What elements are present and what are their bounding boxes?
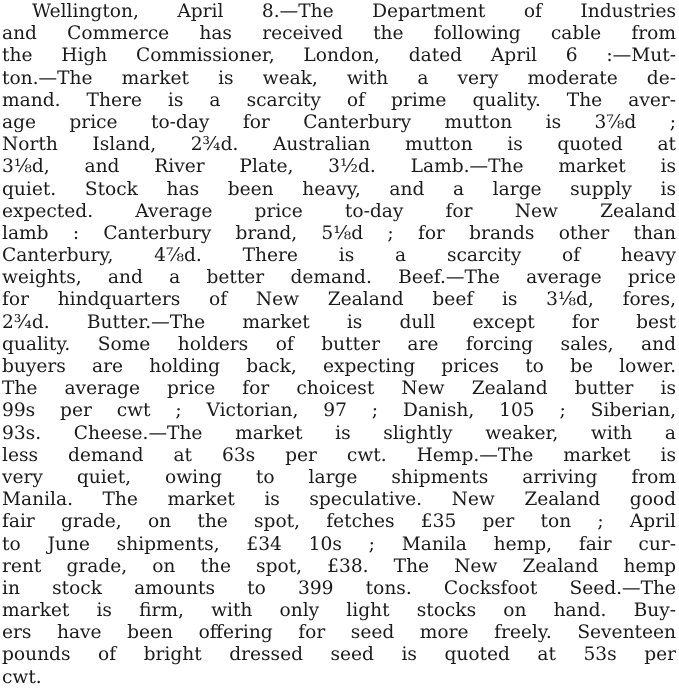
article-line-15: 2¾d. Butter.—The market is dull except for best <box>2 311 676 333</box>
article-line-7: North Island, 2¾d. Australian mutton is quoted at <box>2 134 676 156</box>
article-line-25: to June shipments, £34 10s ; Manila hemp, fair cur- <box>2 533 676 555</box>
article-line-17: buyers are holding back, expecting prices to be lower. <box>2 356 676 377</box>
article-line-10: expected. Average price to-day for New Zealand <box>2 200 676 222</box>
article-line-19: 99s per cwt ; Victorian, 97 ; Danish, 105 ; Siberian, <box>2 400 676 422</box>
article-line-8: 3⅛d, and River Plate, 3½d. Lamb.—The market is <box>2 156 676 178</box>
article-line-27: in stock amounts to 399 tons. Cocksfoot Seed.—The <box>2 577 676 599</box>
article-line-13: weights, and a better demand. Beef.—The average price <box>2 267 676 289</box>
article-line-12: Canterbury, 4⅞d. There is a scarcity of heavy <box>2 245 676 267</box>
article-line-20: 93s. Cheese.—The market is slightly weaker, with a <box>2 422 676 444</box>
article-line-23: Manila. The market is speculative. New Zealand good <box>2 489 676 511</box>
article-line-3: the High Commissioner, London, dated April 6 :—Mut- <box>2 45 676 67</box>
article-line-1 <box>2 1 676 23</box>
article-line-22: very quiet, owing to large shipments arriving from <box>2 466 676 488</box>
article-line-1-text: Wellington, April 8.—The Department of Industries <box>32 1 676 22</box>
article-line-16: quality. Some holders of butter are forcing sales, and <box>2 333 676 355</box>
article-line-29: ers have been offering for seed more freely. Seventeen <box>2 622 676 644</box>
article-line-2: and Commerce has received the following cable from <box>2 23 676 45</box>
article-line-6: age price to-day for Canterbury mutton is 3⅞d ; <box>2 111 676 133</box>
article-line-4: ton.—The market is weak, with a very moderate de- <box>2 67 676 89</box>
article-line-14: for hindquarters of New Zealand beef is 3⅛d, fores, <box>2 289 676 311</box>
article-line-5: mand. There is a scarcity of prime quality. The aver- <box>2 89 676 111</box>
article-line-9: quiet. Stock has been heavy, and a large supply is <box>2 178 676 200</box>
article-line-30: pounds of bright dressed seed is quoted at 53s per <box>2 644 676 666</box>
article-line-28: market is firm, with only light stocks on hand. Buy- <box>2 600 676 622</box>
article-line-21: less demand at 63s per cwt. Hemp.—The market is <box>2 444 676 466</box>
article-line-24: fair grade, on the spot, fetches £35 per ton ; April <box>2 511 676 533</box>
article-line-31: cwt. <box>2 666 42 688</box>
article-line-26: rent grade, on the spot, £38. The New Zealand hemp <box>2 555 676 577</box>
article-line-18: The average price for choicest New Zealand butter is <box>2 378 676 400</box>
news-article <box>2 1 676 689</box>
article-line-11: lamb : Canterbury brand, 5⅛d ; for brands other than <box>2 222 676 244</box>
